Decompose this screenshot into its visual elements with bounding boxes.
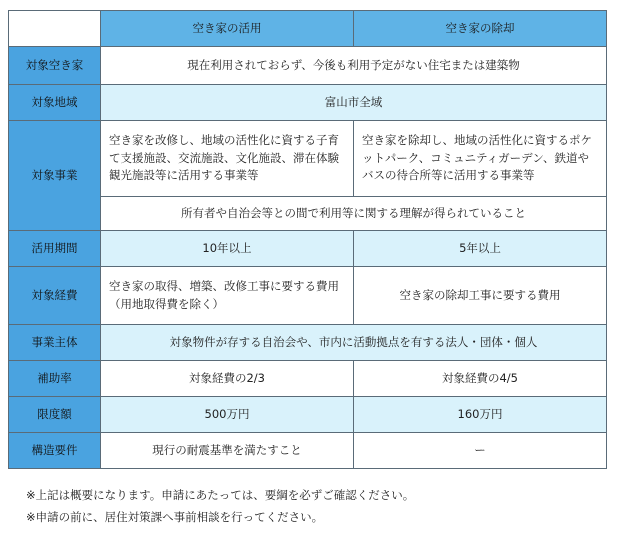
label-expenses: 対象経費: [9, 267, 101, 325]
header-utilization: 空き家の活用: [101, 11, 354, 47]
value-structure-utilization: 現行の耐震基準を満たすこと: [101, 433, 354, 469]
value-expenses-demolition: 空き家の除却工事に要する費用: [354, 267, 607, 325]
value-project-common: 所有者や自治会等との間で利用等に関する理解が得られていること: [101, 197, 607, 231]
notes: [26, 484, 414, 528]
value-structure-demolition: ー: [354, 433, 607, 469]
value-limit-utilization: 500万円: [101, 397, 354, 433]
label-limit: 限度額: [9, 397, 101, 433]
header-demolition: 空き家の除却: [354, 11, 607, 47]
label-period: 活用期間: [9, 231, 101, 267]
value-rate-demolition: 対象経費の4/5: [354, 361, 607, 397]
value-limit-demolition: 160万円: [354, 397, 607, 433]
label-rate: 補助率: [9, 361, 101, 397]
value-period-demolition: 5年以上: [354, 231, 607, 267]
value-project-utilization: 空き家を改修し、地域の活性化に資する子育て支援施設、交流施設、文化施設、滞在体験観光施設等に活用する事業等: [101, 121, 354, 197]
corner-cell: [9, 11, 101, 47]
value-expenses-utilization: 空き家の取得、増築、改修工事に要する費用（用地取得費を除く）: [101, 267, 354, 325]
label-target-area: 対象地域: [9, 85, 101, 121]
subsidy-table: [8, 10, 607, 469]
value-project-demolition: 空き家を除却し、地域の活性化に資するポケットパーク、コミュニティガーデン、鉄道やバスの待合所等に活用する事業等: [354, 121, 607, 197]
note-overview: ※上記は概要になります。申請にあたっては、要綱を必ずご確認ください。: [26, 488, 415, 502]
value-entity: 対象物件が存する自治会や、市内に活動拠点を有する法人・団体・個人: [101, 325, 607, 361]
value-period-utilization: 10年以上: [101, 231, 354, 267]
label-target-project: 対象事業: [9, 121, 101, 231]
label-entity: 事業主体: [9, 325, 101, 361]
label-structure: 構造要件: [9, 433, 101, 469]
note-consultation: ※申請の前に、居住対策課へ事前相談を行ってください。: [26, 510, 324, 524]
value-target-house: 現在利用されておらず、今後も利用予定がない住宅または建築物: [101, 47, 607, 85]
value-target-area: 富山市全域: [101, 85, 607, 121]
label-target-house: 対象空き家: [9, 47, 101, 85]
value-rate-utilization: 対象経費の2/3: [101, 361, 354, 397]
